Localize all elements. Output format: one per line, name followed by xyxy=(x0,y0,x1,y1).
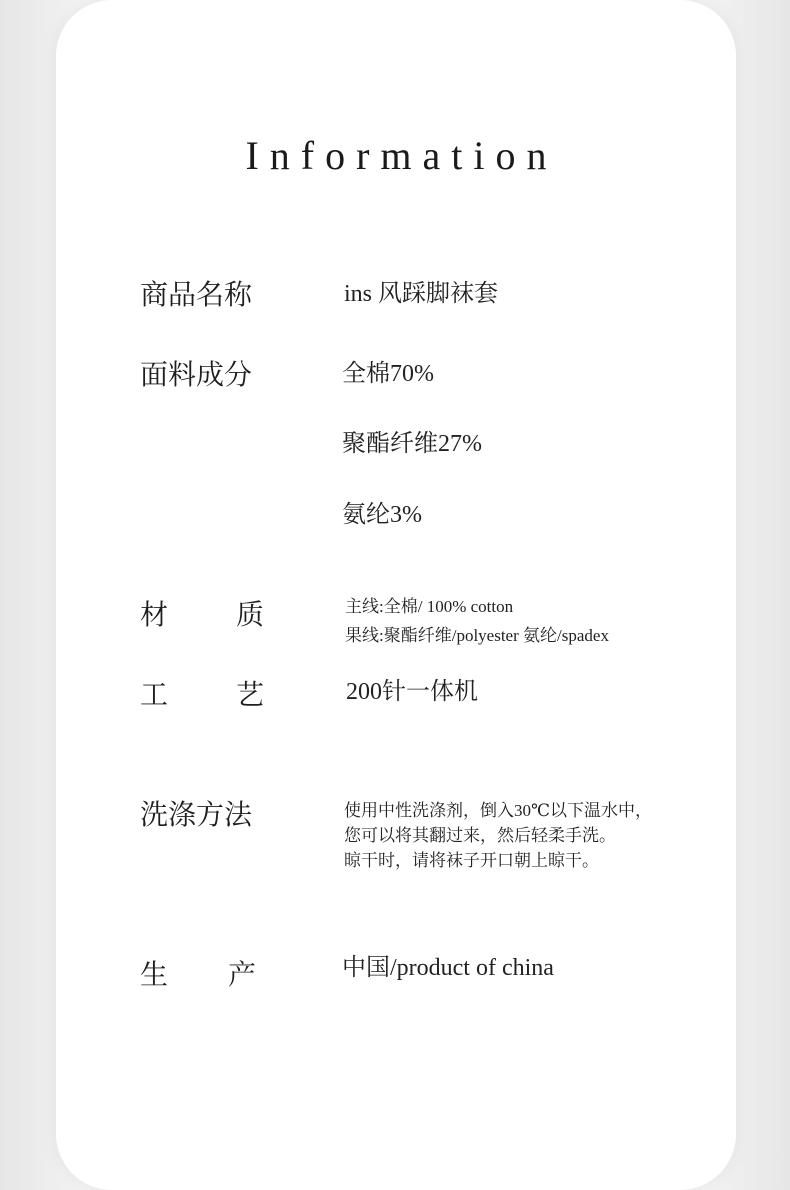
label-origin xyxy=(140,957,256,993)
label-fabric: 面料成分 xyxy=(140,358,253,391)
value-product-name: ins 风踩脚袜套 xyxy=(344,281,499,307)
label-craft-char-2: 艺 xyxy=(235,678,264,711)
label-washing: 洗涤方法 xyxy=(140,798,253,831)
label-craft-char-1: 工 xyxy=(140,678,169,711)
label-origin-char-2: 产 xyxy=(227,958,256,991)
value-fabric-polyester: 聚酯纤维27% xyxy=(342,431,482,457)
label-craft xyxy=(140,677,264,713)
value-fabric-cotton: 全棉70% xyxy=(342,361,434,387)
value-fabric-spandex: 氨纶3% xyxy=(342,502,422,528)
label-origin-char-1: 生 xyxy=(140,958,169,991)
label-material xyxy=(140,597,264,633)
label-material-char-1: 材 xyxy=(140,598,169,631)
value-origin: 中国/product of china xyxy=(342,955,554,981)
value-craft: 200针一体机 xyxy=(346,679,478,705)
value-material-main: 主线:全棉/ 100% cotton xyxy=(345,597,514,616)
label-material-char-2: 质 xyxy=(235,598,264,631)
value-washing-line-2: 您可以将其翻过来，然后轻柔手洗。 xyxy=(344,826,616,845)
value-material-secondary: 果线:聚酯纤维/polyester 氨纶/spadex xyxy=(345,626,609,645)
value-washing-line-1: 使用中性洗涤剂，倒入30℃以下温水中， xyxy=(344,801,653,820)
page-title: Information xyxy=(245,133,558,178)
value-washing-line-3: 晾干时，请将袜子开口朝上晾干。 xyxy=(344,851,599,870)
label-product-name: 商品名称 xyxy=(140,278,253,311)
